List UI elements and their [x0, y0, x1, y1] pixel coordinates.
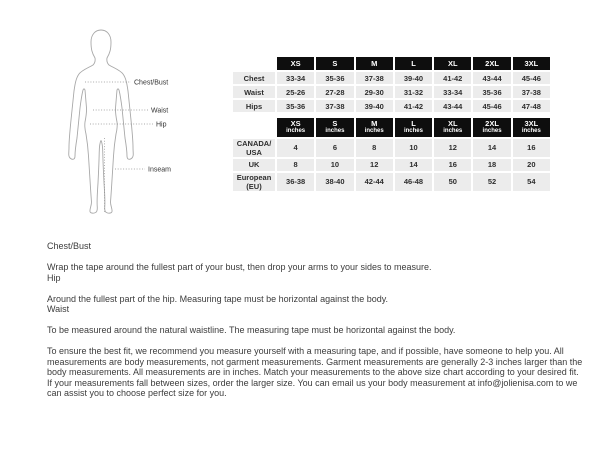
size-unit-label: inches	[364, 128, 384, 135]
row-label-cell: Chest	[233, 72, 275, 84]
waist-instruction-text: To be measured around the natural waistline. The measuring tape must be horizontal against the body.	[47, 325, 456, 335]
inseam-label: Inseam	[148, 166, 171, 174]
table-row	[233, 139, 550, 157]
measurement-value-cell: 52	[473, 173, 510, 191]
measurement-value-cell: 46-48	[395, 173, 432, 191]
chest-instruction-text: Wrap the tape around the fullest part of your bust, then drop your arms to your sides to measure.	[47, 262, 432, 272]
measurement-value-cell: 18	[473, 159, 510, 171]
spacer	[47, 336, 584, 347]
measurement-value-cell: 20	[513, 159, 550, 171]
row-label-cell: CANADA/ USA	[233, 139, 275, 157]
size-column-header	[395, 57, 432, 70]
measurement-value-cell: 8	[277, 159, 314, 171]
measurement-value-cell: 54	[513, 173, 550, 191]
size-column-header	[277, 118, 314, 137]
hip-instruction-text: Around the fullest part of the hip. Measuring tape must be horizontal against the body.	[47, 293, 389, 304]
size-unit-label: inches	[482, 128, 502, 135]
measurement-value-cell: 37-38	[513, 86, 550, 98]
size-label: L	[411, 119, 416, 128]
measurement-value-cell: 25-26	[277, 86, 314, 98]
measurement-value-cell: 39-40	[395, 72, 432, 84]
measurement-value-cell: 12	[356, 159, 393, 171]
measurement-value-cell: 33-34	[434, 86, 471, 98]
spacer	[47, 252, 584, 263]
size-column-header	[316, 57, 353, 70]
row-label-cell: Waist	[233, 86, 275, 98]
size-conversion-table	[231, 116, 552, 193]
row-label-cell: European (EU)	[233, 173, 275, 191]
size-column-header	[316, 118, 353, 137]
row-label-cell: UK	[233, 159, 275, 171]
measurement-value-cell: 47-48	[513, 100, 550, 112]
hip-label: Hip	[156, 121, 167, 129]
table-row	[233, 173, 550, 191]
size-label: 3XL	[524, 119, 539, 128]
measurement-value-cell: 43-44	[434, 100, 471, 112]
row-label-cell: Hips	[233, 100, 275, 112]
measurement-value-cell: 14	[395, 159, 432, 171]
measurement-value-cell: 10	[395, 139, 432, 157]
measurement-value-cell: 37-38	[356, 72, 393, 84]
measurement-value-cell: 10	[316, 159, 353, 171]
measurement-value-cell: 42-44	[356, 173, 393, 191]
table-row	[233, 159, 550, 171]
measurement-value-cell: 33-34	[277, 72, 314, 84]
size-column-header	[434, 57, 471, 70]
size-label: M	[371, 58, 378, 68]
table-corner-cell	[233, 118, 275, 137]
measurement-value-cell: 35-36	[473, 86, 510, 98]
measurement-value-cell: 37-38	[316, 100, 353, 112]
size-unit-label: inches	[443, 128, 463, 135]
size-column-header	[513, 118, 550, 137]
table-row	[233, 86, 550, 98]
measurement-value-cell: 36-38	[277, 173, 314, 191]
size-unit-label: inches	[403, 128, 423, 135]
size-label: 2XL	[485, 119, 499, 128]
size-label: S	[332, 58, 338, 68]
body-measurement-size-table	[231, 55, 552, 114]
measurement-instructions	[47, 241, 584, 399]
size-unit-label: inches	[286, 128, 306, 135]
fit-note-text: To ensure the best fit, we recommend you measure yourself with a measuring tape, and if possible, have someone to help you. All measurements are body measurements, not garment measurements. Garment measurements are generally 2-3 inches larger than the body measurements. All measurements are in inches. Match your measurements to the above size chart according to your desired fit. If your measurements fall between sizes, order the larger size. You can email us your body measurement at info@jolienisa.com to we can assist you to choose perfect size for you.	[47, 346, 583, 398]
measurement-value-cell: 31-32	[395, 86, 432, 98]
measurement-value-cell: 50	[434, 173, 471, 191]
table-header-row	[233, 118, 550, 137]
size-label: M	[371, 119, 378, 128]
measurement-value-cell: 29-30	[356, 86, 393, 98]
size-column-header	[277, 57, 314, 70]
chest-heading: Chest/Bust	[47, 241, 92, 251]
measurement-value-cell: 43-44	[473, 72, 510, 84]
hip-heading: Hip	[47, 272, 61, 283]
measurement-value-cell: 35-36	[316, 72, 353, 84]
spacer	[47, 315, 584, 326]
measurement-value-cell: 27-28	[316, 86, 353, 98]
body-measurement-diagram	[60, 16, 210, 228]
size-label: XS	[290, 58, 301, 68]
size-label: XS	[290, 119, 301, 128]
measurement-value-cell: 16	[513, 139, 550, 157]
table-row	[233, 72, 550, 84]
spacer	[47, 283, 584, 294]
measurement-value-cell: 35-36	[277, 100, 314, 112]
waist-label: Waist	[151, 107, 169, 115]
measurement-value-cell: 4	[277, 139, 314, 157]
measurement-value-cell: 41-42	[395, 100, 432, 112]
size-label: 3XL	[524, 58, 539, 68]
size-label: 2XL	[485, 58, 499, 68]
chest-label: Chest/Bust	[134, 79, 169, 87]
size-column-header	[513, 57, 550, 70]
size-column-header	[434, 118, 471, 137]
measurement-value-cell: 14	[473, 139, 510, 157]
table-header-row	[233, 57, 550, 70]
measurement-value-cell: 12	[434, 139, 471, 157]
size-column-header	[473, 57, 510, 70]
table-corner-cell	[233, 57, 275, 70]
measurement-value-cell: 45-46	[473, 100, 510, 112]
measurement-value-cell: 8	[356, 139, 393, 157]
measurement-value-cell: 38-40	[316, 173, 353, 191]
size-column-header	[356, 57, 393, 70]
size-label: S	[332, 119, 338, 128]
table-row	[233, 100, 550, 112]
size-unit-label: inches	[521, 128, 541, 135]
measurement-value-cell: 6	[316, 139, 353, 157]
measurement-value-cell: 41-42	[434, 72, 471, 84]
size-label: XL	[447, 119, 458, 128]
measurement-value-cell: 39-40	[356, 100, 393, 112]
size-column-header	[356, 118, 393, 137]
size-column-header	[395, 118, 432, 137]
size-column-header	[473, 118, 510, 137]
waist-heading: Waist	[47, 304, 70, 314]
body-silhouette	[69, 30, 134, 213]
measurement-value-cell: 16	[434, 159, 471, 171]
measurement-value-cell: 45-46	[513, 72, 550, 84]
size-label: L	[411, 58, 416, 68]
size-label: XL	[447, 58, 458, 68]
size-unit-label: inches	[325, 128, 345, 135]
